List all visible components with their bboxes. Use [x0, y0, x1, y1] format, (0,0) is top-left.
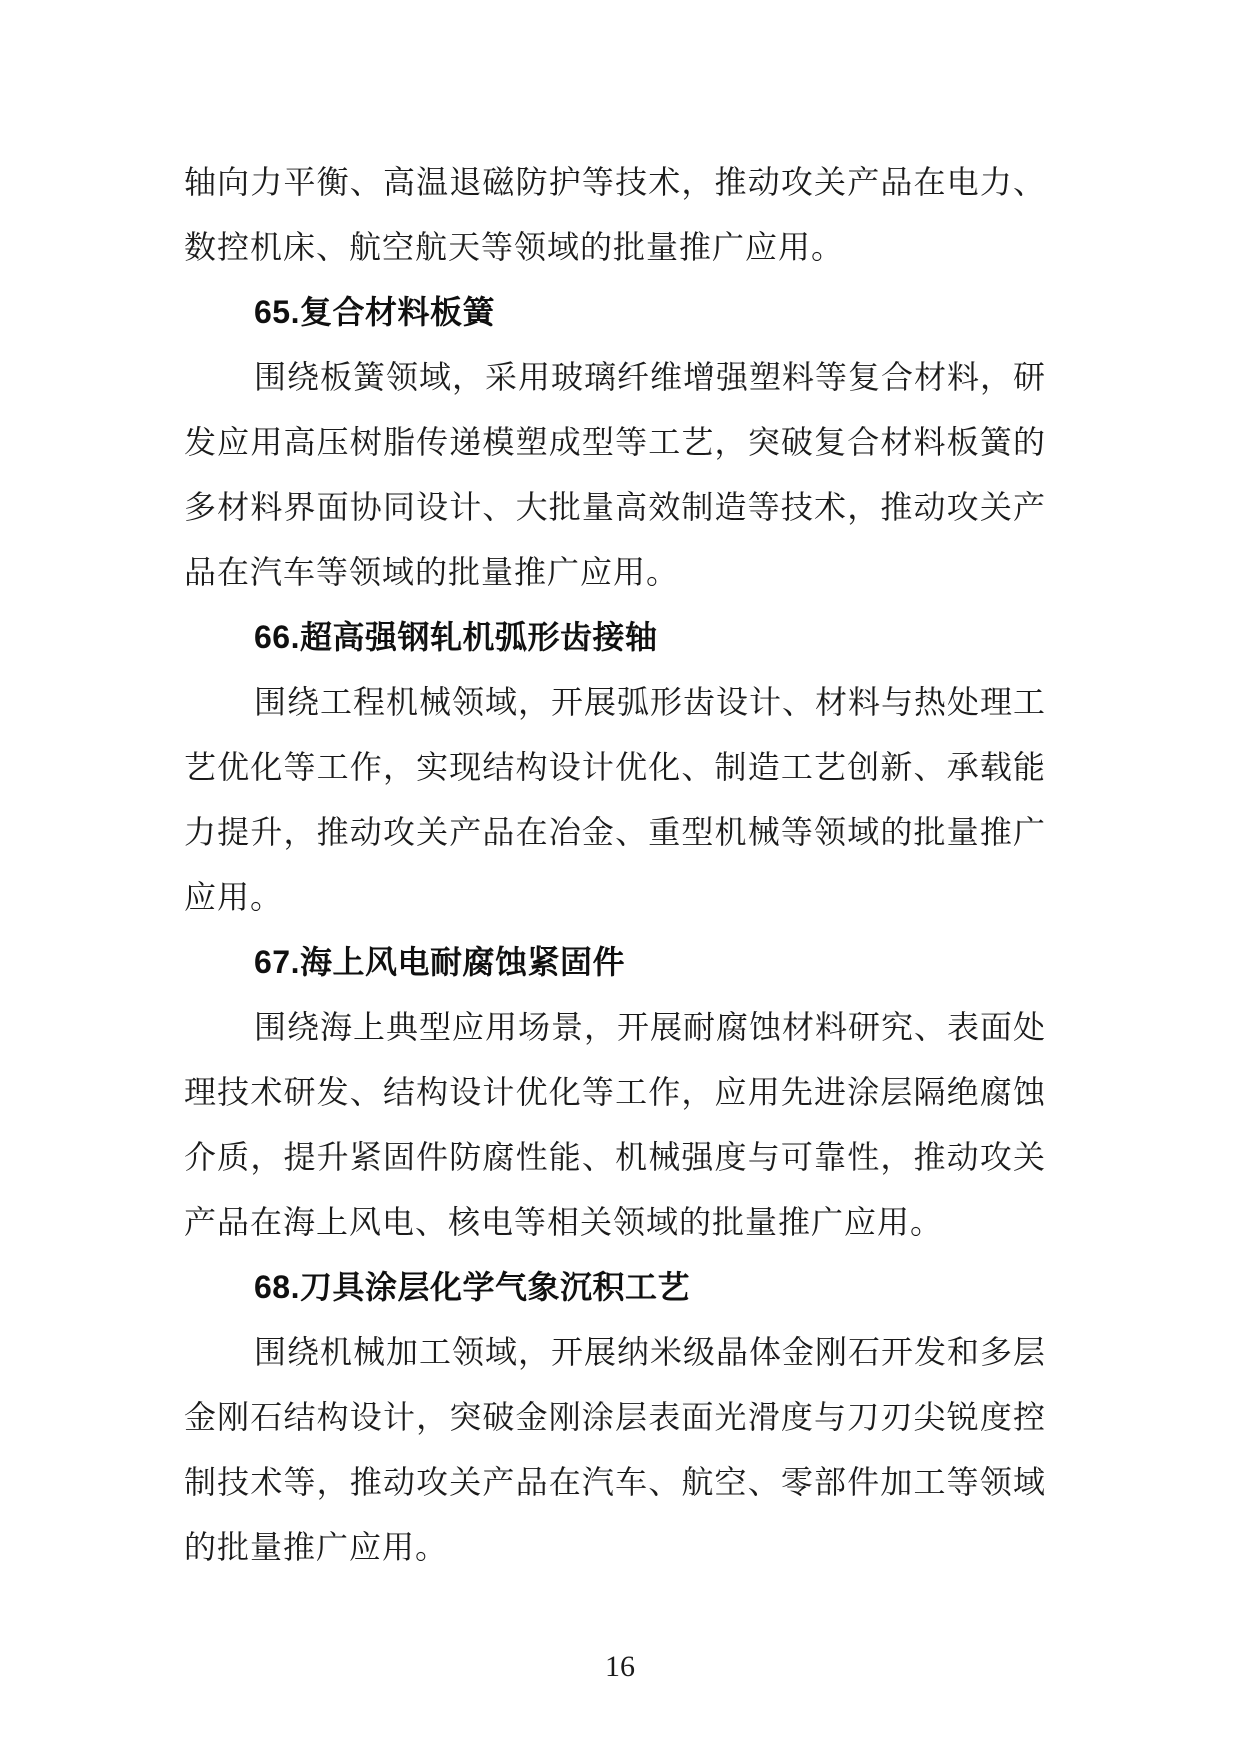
section-body: 围绕工程机械领域，开展弧形齿设计、材料与热处理工艺优化等工作，实现结构设计优化、制造工艺创新、承载能力提升，推动攻关产品在冶金、重型机械等领域的批量推广应用。	[184, 684, 1047, 915]
numbered-section	[184, 1255, 1046, 1580]
numbered-section	[184, 930, 1046, 1255]
section-body: 围绕机械加工领域，开展纳米级晶体金刚石开发和多层金刚石结构设计，突破金刚涂层表面光滑度与刀刃尖锐度控制技术等，推动攻关产品在汽车、航空、零部件加工等领域的批量推广应用。	[184, 1334, 1047, 1565]
page-number: 16	[605, 1650, 635, 1683]
section-heading: 66.超高强钢轧机弧形齿接轴	[254, 619, 658, 655]
section-heading: 67.海上风电耐腐蚀紧固件	[254, 944, 625, 980]
document-content	[184, 150, 1046, 1580]
continuation-paragraph: 轴向力平衡、高温退磁防护等技术，推动攻关产品在电力、数控机床、航空航天等领域的批量推广应用。	[184, 164, 1046, 265]
numbered-section	[184, 605, 1046, 930]
section-heading: 65.复合材料板簧	[254, 294, 495, 330]
numbered-section	[184, 280, 1046, 605]
section-body: 围绕海上典型应用场景，开展耐腐蚀材料研究、表面处理技术研发、结构设计优化等工作，应用先进涂层隔绝腐蚀介质，提升紧固件防腐性能、机械强度与可靠性，推动攻关产品在海上风电、核电等相关领域的批量推广应用。	[184, 1009, 1047, 1240]
sections-container	[184, 280, 1046, 1580]
section-heading: 68.刀具涂层化学气象沉积工艺	[254, 1269, 690, 1305]
section-body: 围绕板簧领域，采用玻璃纤维增强塑料等复合材料，研发应用高压树脂传递模塑成型等工艺，突破复合材料板簧的多材料界面协同设计、大批量高效制造等技术，推动攻关产品在汽车等领域的批量推广应用。	[184, 359, 1047, 590]
